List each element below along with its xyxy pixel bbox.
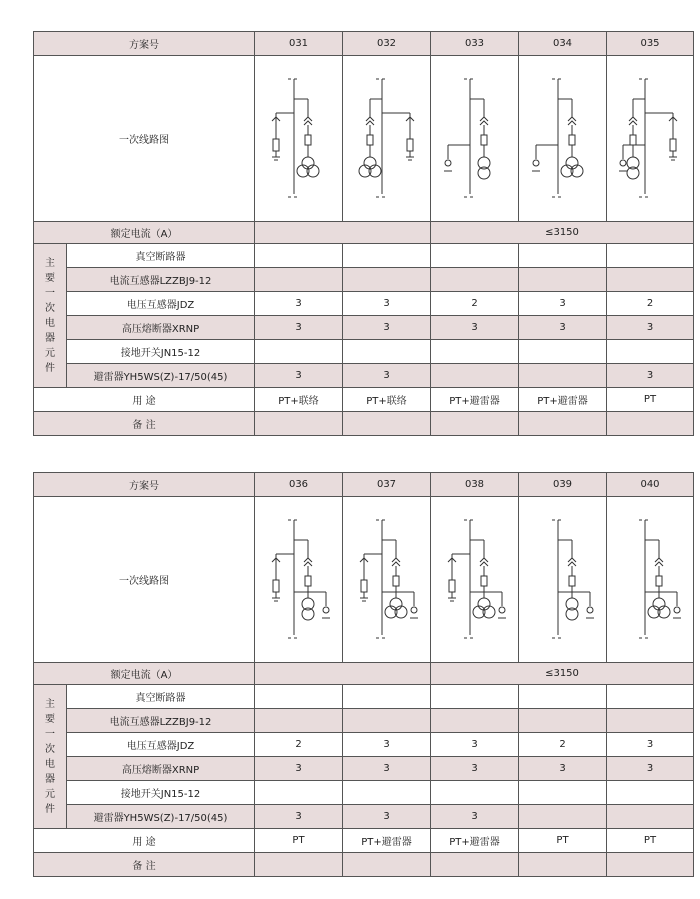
remark-value [607, 412, 694, 436]
component-value [607, 709, 694, 733]
component-value [431, 781, 519, 805]
component-value: 3 [255, 757, 343, 781]
indicator-lamp [587, 607, 593, 613]
circuit-diagram [352, 69, 422, 209]
diagram-cell [431, 497, 519, 663]
component-value [431, 709, 519, 733]
scheme-number: 036 [255, 473, 343, 497]
group-label-char: 器 [45, 773, 55, 785]
usage-value: PT+避雷器 [431, 388, 519, 412]
component-value: 3 [343, 733, 431, 757]
component-name: 电流互感器LZZBJ9-12 [67, 709, 255, 733]
diagram-cell [343, 497, 431, 663]
table-row [34, 32, 694, 56]
group-label [34, 685, 67, 829]
remark-label: 备 注 [34, 853, 255, 877]
component-value: 3 [255, 364, 343, 388]
table-row [34, 244, 694, 268]
component-value: 3 [343, 316, 431, 340]
usage-label: 用 途 [34, 388, 255, 412]
remark-value [519, 853, 607, 877]
table-row [34, 853, 694, 877]
component-value: 3 [607, 733, 694, 757]
component-value [343, 685, 431, 709]
component-value: 3 [255, 805, 343, 829]
table-row [34, 292, 694, 316]
scheme-number: 034 [519, 32, 607, 56]
diagram-cell [255, 56, 343, 222]
circuit-diagram [615, 510, 685, 650]
indicator-lamp [499, 607, 505, 613]
remark-label: 备 注 [34, 412, 255, 436]
remark-value [343, 853, 431, 877]
table-row [34, 412, 694, 436]
component-value [519, 244, 607, 268]
component-value [519, 340, 607, 364]
diagram-cell [343, 56, 431, 222]
component-value [343, 340, 431, 364]
group-label-char: 主 [45, 698, 55, 710]
fuse-symbol [569, 576, 575, 586]
scheme-number: 033 [431, 32, 519, 56]
group-label-char: 电 [45, 317, 55, 329]
arrester-symbol [273, 580, 279, 592]
table-row [34, 497, 694, 663]
table-row [34, 709, 694, 733]
table-row [34, 829, 694, 853]
diagram-cell [607, 497, 694, 663]
group-label-char: 一 [45, 728, 55, 740]
remark-value [431, 853, 519, 877]
component-value: 2 [255, 733, 343, 757]
scheme-number: 032 [343, 32, 431, 56]
component-value: 2 [431, 292, 519, 316]
indicator-lamp [411, 607, 417, 613]
table-row [34, 473, 694, 497]
table-row [34, 268, 694, 292]
diagram-label: 一次线路图 [34, 497, 255, 663]
group-label-char: 元 [45, 788, 55, 800]
indicator-lamp [445, 160, 451, 166]
component-value [431, 364, 519, 388]
component-value [343, 268, 431, 292]
current-blank [255, 222, 431, 244]
circuit-diagram [440, 510, 510, 650]
scheme-number: 031 [255, 32, 343, 56]
diagram-cell [519, 497, 607, 663]
table-row [34, 757, 694, 781]
header-label: 方案号 [34, 473, 255, 497]
contact-symbol [480, 121, 488, 125]
usage-value: PT+联络 [255, 388, 343, 412]
component-value: 3 [431, 757, 519, 781]
component-value: 3 [607, 364, 694, 388]
group-label-char: 一 [45, 287, 55, 299]
contact-symbol [655, 562, 663, 566]
remark-value [343, 412, 431, 436]
scheme-number: 039 [519, 473, 607, 497]
component-value [519, 364, 607, 388]
remark-value [255, 853, 343, 877]
component-value [255, 685, 343, 709]
group-label-char: 要 [45, 713, 55, 725]
fuse-symbol [481, 135, 487, 145]
component-name: 真空断路器 [67, 685, 255, 709]
component-value [255, 244, 343, 268]
remark-value [255, 412, 343, 436]
component-name: 电压互感器JDZ [67, 292, 255, 316]
usage-label: 用 途 [34, 829, 255, 853]
group-label-char: 件 [45, 362, 55, 374]
contact-symbol [629, 121, 637, 125]
arrester-symbol [670, 139, 676, 151]
group-label [34, 244, 67, 388]
table-row [34, 663, 694, 685]
component-value [519, 685, 607, 709]
current-value: ≤3150 [431, 222, 694, 244]
usage-value: PT [607, 829, 694, 853]
component-value [519, 709, 607, 733]
scheme-table [33, 31, 694, 436]
fuse-symbol [630, 135, 636, 145]
component-value: 3 [255, 292, 343, 316]
component-value [431, 268, 519, 292]
diagram-cell [519, 56, 607, 222]
component-name: 电流互感器LZZBJ9-12 [67, 268, 255, 292]
remark-value [431, 412, 519, 436]
arrester-symbol [273, 139, 279, 151]
contact-symbol [366, 121, 374, 125]
component-value [607, 268, 694, 292]
circuit-diagram [440, 69, 510, 209]
component-name: 高压熔断器XRNP [67, 757, 255, 781]
component-value [519, 781, 607, 805]
usage-value: PT+避雷器 [519, 388, 607, 412]
component-value [607, 685, 694, 709]
group-label-char: 器 [45, 332, 55, 344]
component-value: 2 [607, 292, 694, 316]
circuit-diagram [615, 69, 685, 209]
contact-symbol [568, 121, 576, 125]
usage-value: PT+避雷器 [343, 829, 431, 853]
component-value: 3 [343, 757, 431, 781]
component-value: 3 [343, 292, 431, 316]
component-name: 真空断路器 [67, 244, 255, 268]
component-name: 避雷器YH5WS(Z)-17/50(45) [67, 805, 255, 829]
fuse-symbol [305, 576, 311, 586]
table-row [34, 316, 694, 340]
fuse-symbol [305, 135, 311, 145]
component-value [343, 709, 431, 733]
component-value [255, 781, 343, 805]
component-value [519, 805, 607, 829]
remark-value [607, 853, 694, 877]
scheme-number: 035 [607, 32, 694, 56]
component-value [607, 805, 694, 829]
group-label-char: 主 [45, 257, 55, 269]
diagram-cell [607, 56, 694, 222]
scheme-number: 040 [607, 473, 694, 497]
component-value [519, 268, 607, 292]
contact-symbol [304, 562, 312, 566]
fuse-symbol [367, 135, 373, 145]
usage-value: PT [519, 829, 607, 853]
table-row [34, 685, 694, 709]
scheme-number: 038 [431, 473, 519, 497]
fuse-symbol [393, 576, 399, 586]
component-value: 3 [343, 805, 431, 829]
indicator-lamp [533, 160, 539, 166]
component-value [255, 268, 343, 292]
component-value: 3 [343, 364, 431, 388]
circuit-diagram [528, 69, 598, 209]
component-value: 2 [519, 733, 607, 757]
usage-value: PT+联络 [343, 388, 431, 412]
indicator-lamp [674, 607, 680, 613]
circuit-diagram [352, 510, 422, 650]
diagram-cell [431, 56, 519, 222]
group-label-char: 要 [45, 272, 55, 284]
component-value: 3 [431, 316, 519, 340]
scheme-number: 037 [343, 473, 431, 497]
component-value: 3 [519, 316, 607, 340]
current-label: 额定电流（A） [34, 222, 255, 244]
component-value [343, 244, 431, 268]
component-value [431, 340, 519, 364]
component-value [607, 244, 694, 268]
circuit-diagram [264, 510, 334, 650]
table-row [34, 340, 694, 364]
component-value [607, 340, 694, 364]
component-value [343, 781, 431, 805]
current-value: ≤3150 [431, 663, 694, 685]
component-name: 接地开关JN15-12 [67, 340, 255, 364]
component-value: 3 [431, 733, 519, 757]
contact-symbol [304, 121, 312, 125]
arrester-symbol [407, 139, 413, 151]
arrester-symbol [361, 580, 367, 592]
fuse-symbol [481, 576, 487, 586]
contact-symbol [568, 562, 576, 566]
component-value [431, 244, 519, 268]
component-value [431, 685, 519, 709]
contact-symbol [392, 562, 400, 566]
group-label-char: 电 [45, 758, 55, 770]
component-value: 3 [519, 292, 607, 316]
table-row [34, 388, 694, 412]
component-value: 3 [607, 757, 694, 781]
fuse-symbol [656, 576, 662, 586]
table-row [34, 805, 694, 829]
table-row [34, 733, 694, 757]
table-row [34, 56, 694, 222]
component-name: 接地开关JN15-12 [67, 781, 255, 805]
arrester-symbol [449, 580, 455, 592]
circuit-diagram [264, 69, 334, 209]
component-value: 3 [255, 316, 343, 340]
table-row [34, 222, 694, 244]
usage-value: PT [607, 388, 694, 412]
component-value [255, 340, 343, 364]
group-label-char: 元 [45, 347, 55, 359]
component-value: 3 [607, 316, 694, 340]
component-value: 3 [519, 757, 607, 781]
component-value [607, 781, 694, 805]
component-value [255, 709, 343, 733]
table-row [34, 364, 694, 388]
remark-value [519, 412, 607, 436]
header-label: 方案号 [34, 32, 255, 56]
indicator-lamp [323, 607, 329, 613]
diagram-cell [255, 497, 343, 663]
group-label-char: 次 [45, 743, 55, 755]
indicator-lamp [620, 160, 626, 166]
usage-value: PT+避雷器 [431, 829, 519, 853]
contact-symbol [480, 562, 488, 566]
group-label-char: 次 [45, 302, 55, 314]
usage-value: PT [255, 829, 343, 853]
diagram-label: 一次线路图 [34, 56, 255, 222]
scheme-table [33, 472, 694, 877]
component-value: 3 [431, 805, 519, 829]
current-blank [255, 663, 431, 685]
circuit-diagram [528, 510, 598, 650]
component-name: 电压互感器JDZ [67, 733, 255, 757]
table-row [34, 781, 694, 805]
component-name: 避雷器YH5WS(Z)-17/50(45) [67, 364, 255, 388]
component-name: 高压熔断器XRNP [67, 316, 255, 340]
group-label-char: 件 [45, 803, 55, 815]
current-label: 额定电流（A） [34, 663, 255, 685]
fuse-symbol [569, 135, 575, 145]
